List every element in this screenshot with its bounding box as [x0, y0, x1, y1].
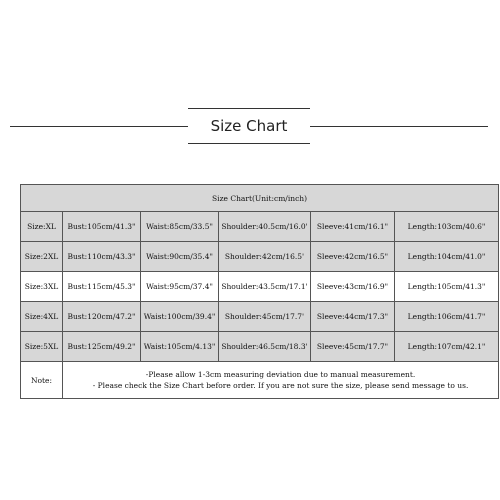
sleeve-cell: Sleeve:41cm/16.1": [311, 212, 395, 242]
size-cell: Size:2XL: [21, 242, 63, 272]
shoulder-cell: Shoulder:42cm/16.5': [219, 242, 311, 272]
table-row: [21, 242, 499, 272]
note-line: - Please check the Size Chart before order. If you are not sure the size, please send message to us.: [92, 381, 469, 390]
note-row: [21, 362, 499, 399]
note-text: [63, 362, 499, 399]
waist-cell: Waist:85cm/33.5": [141, 212, 219, 242]
sleeve-cell: Sleeve:44cm/17.3": [311, 302, 395, 332]
table-row: [21, 302, 499, 332]
shoulder-cell: Shoulder:45cm/17.7': [219, 302, 311, 332]
waist-cell: Waist:90cm/35.4": [141, 242, 219, 272]
shoulder-cell: Shoulder:40.5cm/16.0': [219, 212, 311, 242]
shoulder-cell: Shoulder:43.5cm/17.1': [219, 272, 311, 302]
size-cell: Size:3XL: [21, 272, 63, 302]
sleeve-cell: Sleeve:43cm/16.9": [311, 272, 395, 302]
size-cell: Size:XL: [21, 212, 63, 242]
waist-cell: Waist:95cm/37.4": [141, 272, 219, 302]
length-cell: Length:105cm/41.3": [395, 272, 499, 302]
bust-cell: Bust:125cm/49.2": [63, 332, 141, 362]
sleeve-cell: Sleeve:42cm/16.5": [311, 242, 395, 272]
bust-cell: Bust:105cm/41.3": [63, 212, 141, 242]
shoulder-cell: Shoulder:46.5cm/18.3': [219, 332, 311, 362]
length-cell: Length:106cm/41.7": [395, 302, 499, 332]
table-row: [21, 332, 499, 362]
bust-cell: Bust:115cm/45.3": [63, 272, 141, 302]
size-chart-table: [20, 184, 499, 399]
table-row: [21, 272, 499, 302]
sleeve-cell: Sleeve:45cm/17.7": [311, 332, 395, 362]
waist-cell: Waist:100cm/39.4": [141, 302, 219, 332]
bust-cell: Bust:120cm/47.2": [63, 302, 141, 332]
table-header: Size Chart(Unit:cm/inch): [21, 185, 499, 212]
waist-cell: Waist:105cm/4.13": [141, 332, 219, 362]
size-cell: Size:5XL: [21, 332, 63, 362]
length-cell: Length:103cm/40.6": [395, 212, 499, 242]
title-rule-left: [10, 126, 188, 127]
page-title: Size Chart: [188, 108, 310, 144]
title-rule-right: [310, 126, 488, 127]
chart-title-area: [0, 100, 500, 150]
length-cell: Length:107cm/42.1": [395, 332, 499, 362]
table-row: [21, 212, 499, 242]
length-cell: Length:104cm/41.0": [395, 242, 499, 272]
note-label: Note:: [21, 362, 63, 399]
bust-cell: Bust:110cm/43.3": [63, 242, 141, 272]
note-line: -Please allow 1-3cm measuring deviation due to manual measurement.: [145, 370, 416, 379]
table-header-row: [21, 185, 499, 212]
size-cell: Size:4XL: [21, 302, 63, 332]
